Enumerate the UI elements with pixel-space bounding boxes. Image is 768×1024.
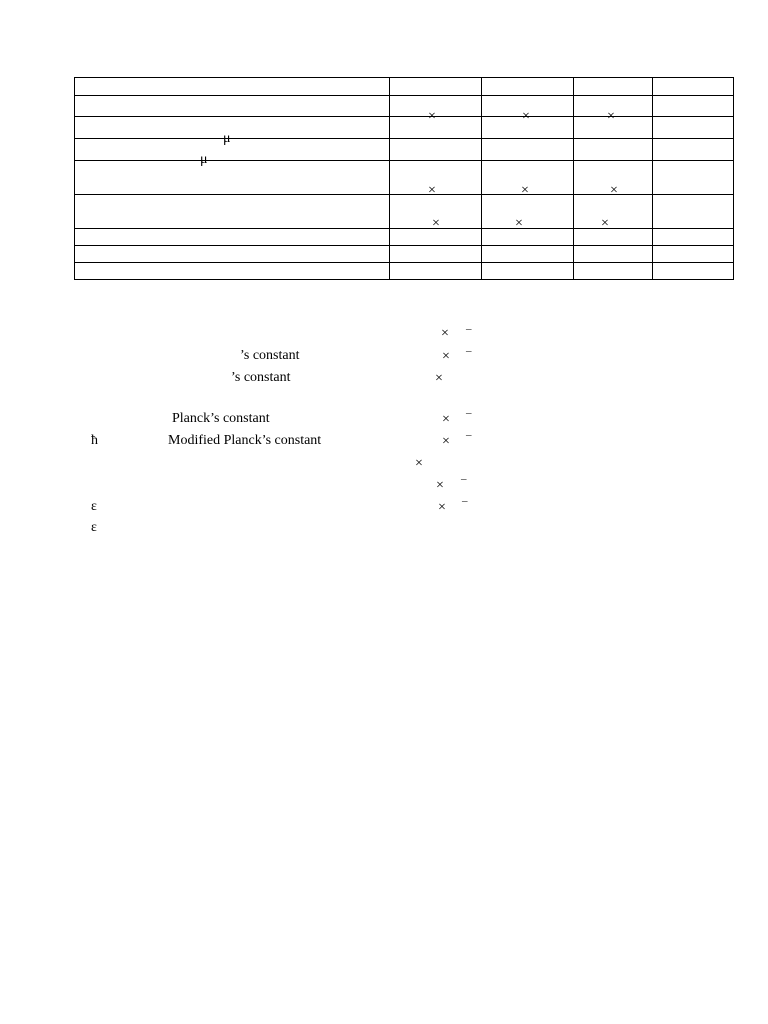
exponent-minus: – <box>466 323 472 335</box>
constant-name: ’s constant <box>240 348 300 363</box>
times-sign: × <box>442 434 450 449</box>
times-sign: × <box>515 215 523 231</box>
times-sign: × <box>442 349 450 364</box>
mu-symbol: μ <box>223 130 231 146</box>
times-sign: × <box>438 500 446 515</box>
times-sign: × <box>601 215 609 231</box>
constant-symbol: ε <box>91 499 97 514</box>
times-sign: × <box>428 182 436 198</box>
exponent-minus: – <box>461 473 467 485</box>
times-sign: × <box>607 109 615 124</box>
times-sign: × <box>610 182 618 198</box>
exponent-minus: – <box>466 429 472 441</box>
exponent-minus: – <box>466 407 472 419</box>
times-sign: × <box>415 456 423 471</box>
times-sign: × <box>522 109 530 124</box>
times-sign: × <box>521 182 529 198</box>
times-sign: × <box>436 478 444 493</box>
times-sign: × <box>435 371 443 386</box>
constant-symbol: ε <box>91 520 97 535</box>
times-sign: × <box>432 215 440 231</box>
times-sign: × <box>441 326 449 341</box>
mu-symbol: μ <box>200 151 208 167</box>
constant-symbol: ħ <box>91 433 98 448</box>
exponent-minus: – <box>462 495 468 507</box>
times-sign: × <box>428 109 436 124</box>
times-sign: × <box>442 412 450 427</box>
exponent-minus: – <box>466 345 472 357</box>
constant-name: Planck’s constant <box>172 411 270 426</box>
constant-name: ’s constant <box>231 370 291 385</box>
constant-name: Modified Planck’s constant <box>168 433 322 448</box>
